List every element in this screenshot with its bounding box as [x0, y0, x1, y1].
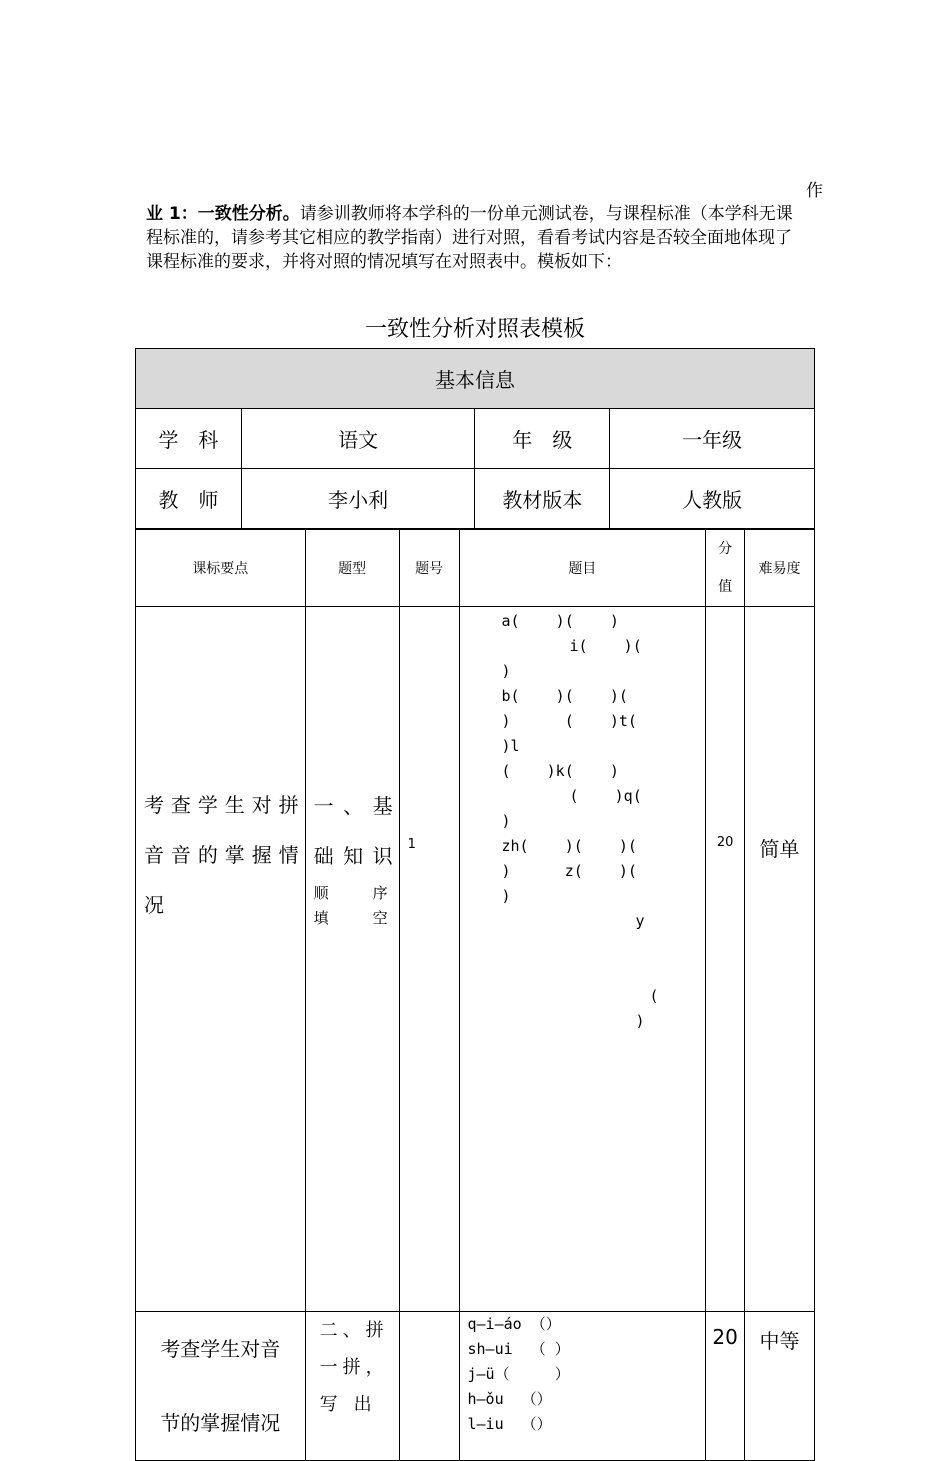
textbook-value: 人教版 [610, 469, 815, 529]
col-question: 题目 [459, 530, 706, 607]
question-type-cell: 一 、 基 础 知 识 顺 序 填 空 [305, 607, 399, 1312]
document-title: 一致性分析对照表模板 [364, 317, 585, 342]
basic-info-table [135, 348, 815, 529]
col-score: 分 值 [706, 530, 745, 607]
question-number-cell: 1 [399, 607, 459, 1312]
grade-label: 年 级 [475, 409, 610, 469]
info-row-teacher [136, 469, 815, 529]
column-header-row [136, 530, 815, 607]
question-cell: a( )( ) i( )( ) b( )( )( ) ( )t( )l ( )k( ) ( )q( ) zh( )( )( ) z( )( ) y ( ) [459, 607, 706, 1312]
requirement-cell: 考查学生对音 节的掌握情况 [136, 1312, 306, 1461]
intro-text: 请参训教师将本学科的一份单元测试卷，与课程标准（本学科无课程标准的，请参考其它相应的教学指南）进行对照，看看考试内容是否较全面地体现了课程标准的要求，并将对照的情况填写在对照表中。模板如下： [146, 204, 793, 272]
info-row-subject [136, 409, 815, 469]
question-cell: q—i—áo （） sh—ui （ ） j—ü（ ） h—ǒu （） l—iu （） [459, 1312, 706, 1461]
textbook-label: 教材版本 [475, 469, 610, 529]
question-number-cell [399, 1312, 459, 1461]
col-difficulty: 难易度 [745, 530, 815, 607]
difficulty-cell: 简单 [745, 607, 815, 1312]
col-type: 题型 [305, 530, 399, 607]
teacher-label: 教 师 [136, 469, 242, 529]
subject-label: 学 科 [136, 409, 242, 469]
score-cell: 20 [706, 1312, 745, 1461]
analysis-table [135, 529, 815, 1461]
grade-value: 一年级 [610, 409, 815, 469]
col-points: 课标要点 [136, 530, 306, 607]
intro-label: 业 1：一致性分析。 [146, 204, 300, 224]
intro-lead-char: 作 [806, 181, 823, 201]
table-row [136, 1312, 815, 1461]
table-row [136, 607, 815, 1312]
subject-value: 语文 [241, 409, 475, 469]
score-cell: 20 [706, 607, 745, 1312]
basic-info-header: 基本信息 [136, 349, 815, 409]
col-number: 题号 [399, 530, 459, 607]
difficulty-cell: 中等 [745, 1312, 815, 1461]
intro-paragraph [146, 202, 800, 274]
requirement-cell: 考查学生对拼 音音的掌握情 况 [136, 607, 306, 1312]
question-type-cell: 二 、 拼 一 拼 ， 写 出 [305, 1312, 399, 1461]
teacher-value: 李小利 [241, 469, 475, 529]
